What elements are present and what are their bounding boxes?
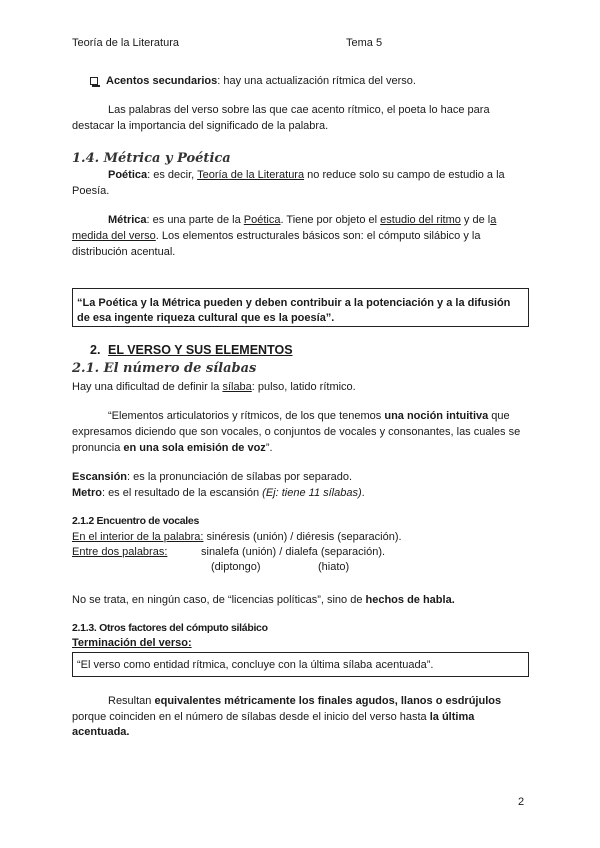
header-title: Teoría de la Literatura (72, 37, 180, 49)
diptongo-label: (diptongo) (211, 561, 261, 573)
resultan-paragraph-line-3: acentuada. (72, 726, 130, 738)
resultan-paragraph-line-2: porque coinciden en el número de sílabas desde el inicio del verso hasta la última (72, 711, 475, 723)
paragraph-line: expresamos diciendo que son vocales, o conjuntos de vocales y consonantes, las cuales se (72, 426, 521, 438)
section-heading-2-1-2: 2.1.2 Encuentro de vocales (72, 515, 200, 527)
section-heading-2: 2. (90, 343, 101, 357)
page-number: 2 (518, 796, 525, 808)
elementos-paragraph: “Elementos articulatorios y rítmicos, de los que tenemos una noción intuitiva que (108, 410, 510, 422)
quote-line: “El verso como entidad rítmica, concluye con la última sílaba acentuada”. (77, 659, 434, 671)
paragraph-line: Poesía. (72, 185, 110, 197)
checkbox-bullet-icon (90, 77, 98, 85)
metro-definition: Metro: es el resultado de la escansión (Ej: tiene 11 sílabas). (72, 487, 365, 499)
hiato-label: (hiato) (318, 561, 350, 573)
paragraph-line: destacar la importancia del significado de la palabra. (72, 120, 329, 132)
section-heading-1-4: 1.4. Métrica y Poética (72, 151, 231, 166)
elementos-paragraph-line-3: pronuncia en una sola emisión de voz”. (72, 442, 273, 454)
terminacion-heading: Terminación del verso: (72, 637, 192, 649)
poetica-paragraph: Poética: es decir, Teoría de la Literatura no reduce solo su campo de estudio a la (108, 169, 505, 181)
entre-label: Entre dos palabras: (72, 546, 168, 558)
section-title-2: EL VERSO Y SUS ELEMENTOS (108, 343, 293, 357)
bullet-acentos: Acentos secundarios: hay una actualización rítmica del verso. (90, 74, 528, 88)
quote-line: “La Poética y la Métrica pueden y deben contribuir a la potenciación y a la difusión (77, 297, 511, 309)
quote-line: de esa ingente riqueza cultural que es la poesía”. (77, 312, 335, 324)
section-heading-2-1-3: 2.1.3. Otros factores del cómputo silábico (72, 622, 268, 634)
entre-values: sinalefa (unión) / dialefa (separación). (201, 546, 386, 558)
licencias-paragraph: No se trata, en ningún caso, de “licencias políticas”, sino de hechos de habla. (72, 594, 455, 606)
silaba-paragraph: Hay una dificultad de definir la sílaba: pulso, latido rítmico. (72, 381, 356, 393)
header-topic: Tema 5 (346, 37, 383, 49)
interior-row: En el interior de la palabra: sinéresis (unión) / diéresis (separación). (72, 531, 402, 543)
resultan-paragraph: Resultan equivalentes métricamente los finales agudos, llanos o esdrújulos (108, 695, 502, 707)
escansion-definition: Escansión: es la pronunciación de sílabas por separado. (72, 471, 353, 483)
metrica-paragraph-line-2: medida del verso. Los elementos estructurales básicos son: el cómputo silábico y la (72, 230, 481, 242)
section-heading-2-1: 2.1. El número de sílabas (72, 361, 257, 376)
paragraph-line: distribución acentual. (72, 246, 176, 258)
paragraph-line: Las palabras del verso sobre las que cae acento rítmico, el poeta lo hace para (108, 104, 490, 116)
metrica-paragraph: Métrica: es una parte de la Poética. Tiene por objeto el estudio del ritmo y de la (108, 214, 497, 226)
